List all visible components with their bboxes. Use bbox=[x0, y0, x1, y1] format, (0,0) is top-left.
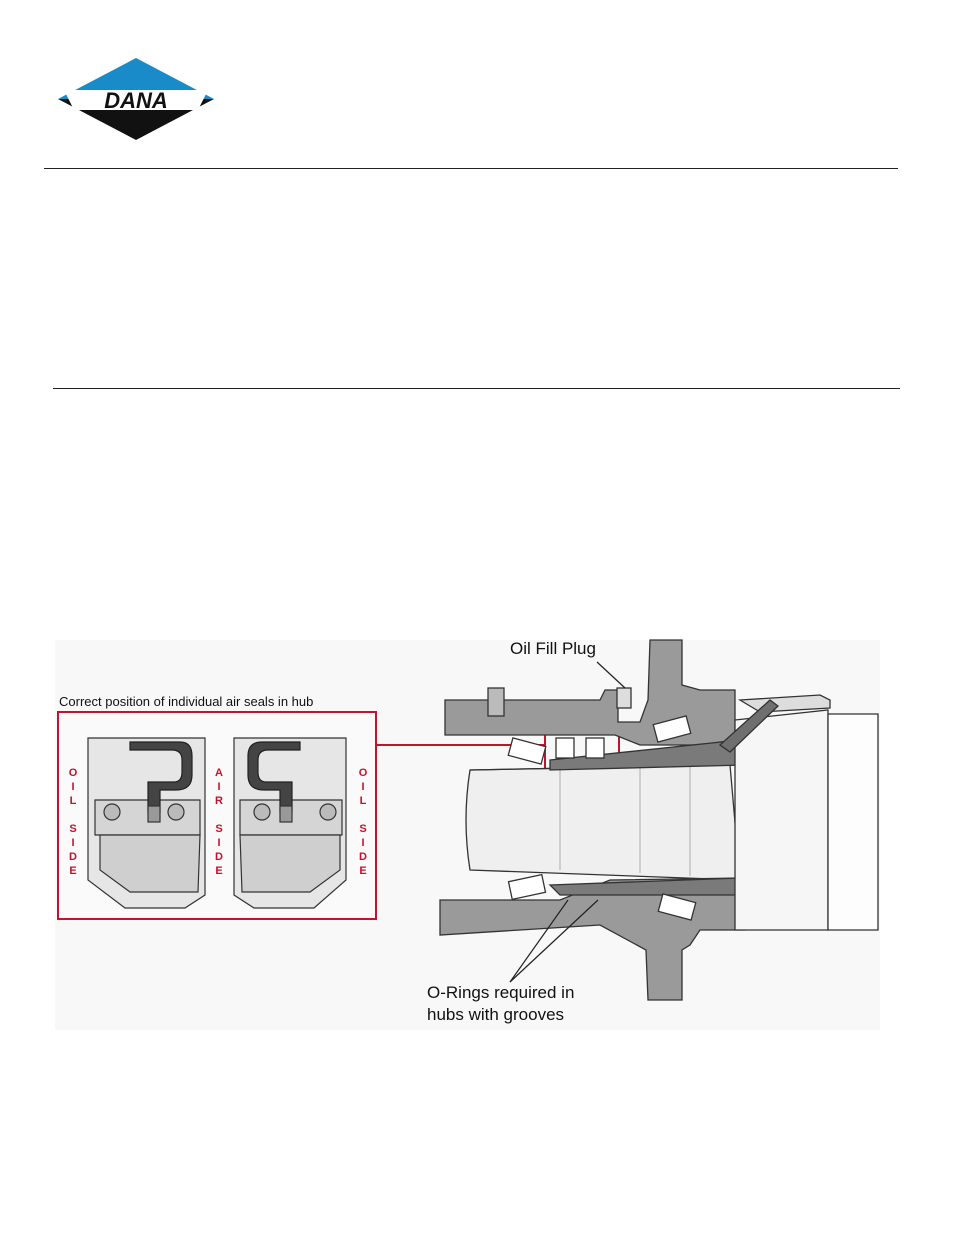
orings-callout-line1: O-Rings required in bbox=[427, 983, 575, 1002]
air-seal-right bbox=[234, 738, 346, 908]
air-side-label: A I R S I D E bbox=[215, 767, 223, 877]
air-seal-left bbox=[88, 738, 205, 908]
orings-callout-line2: hubs with grooves bbox=[427, 1005, 565, 1024]
inset-title: Correct position of individual air seals in hub bbox=[59, 694, 314, 709]
oil-fill-plug-callout: Oil Fill Plug bbox=[510, 639, 596, 658]
oil-side-label-left: O I L S I D E bbox=[68, 767, 78, 877]
oil-side-label-right: O I L S I D E bbox=[358, 767, 368, 877]
logo-wordmark: DANA bbox=[104, 88, 168, 113]
